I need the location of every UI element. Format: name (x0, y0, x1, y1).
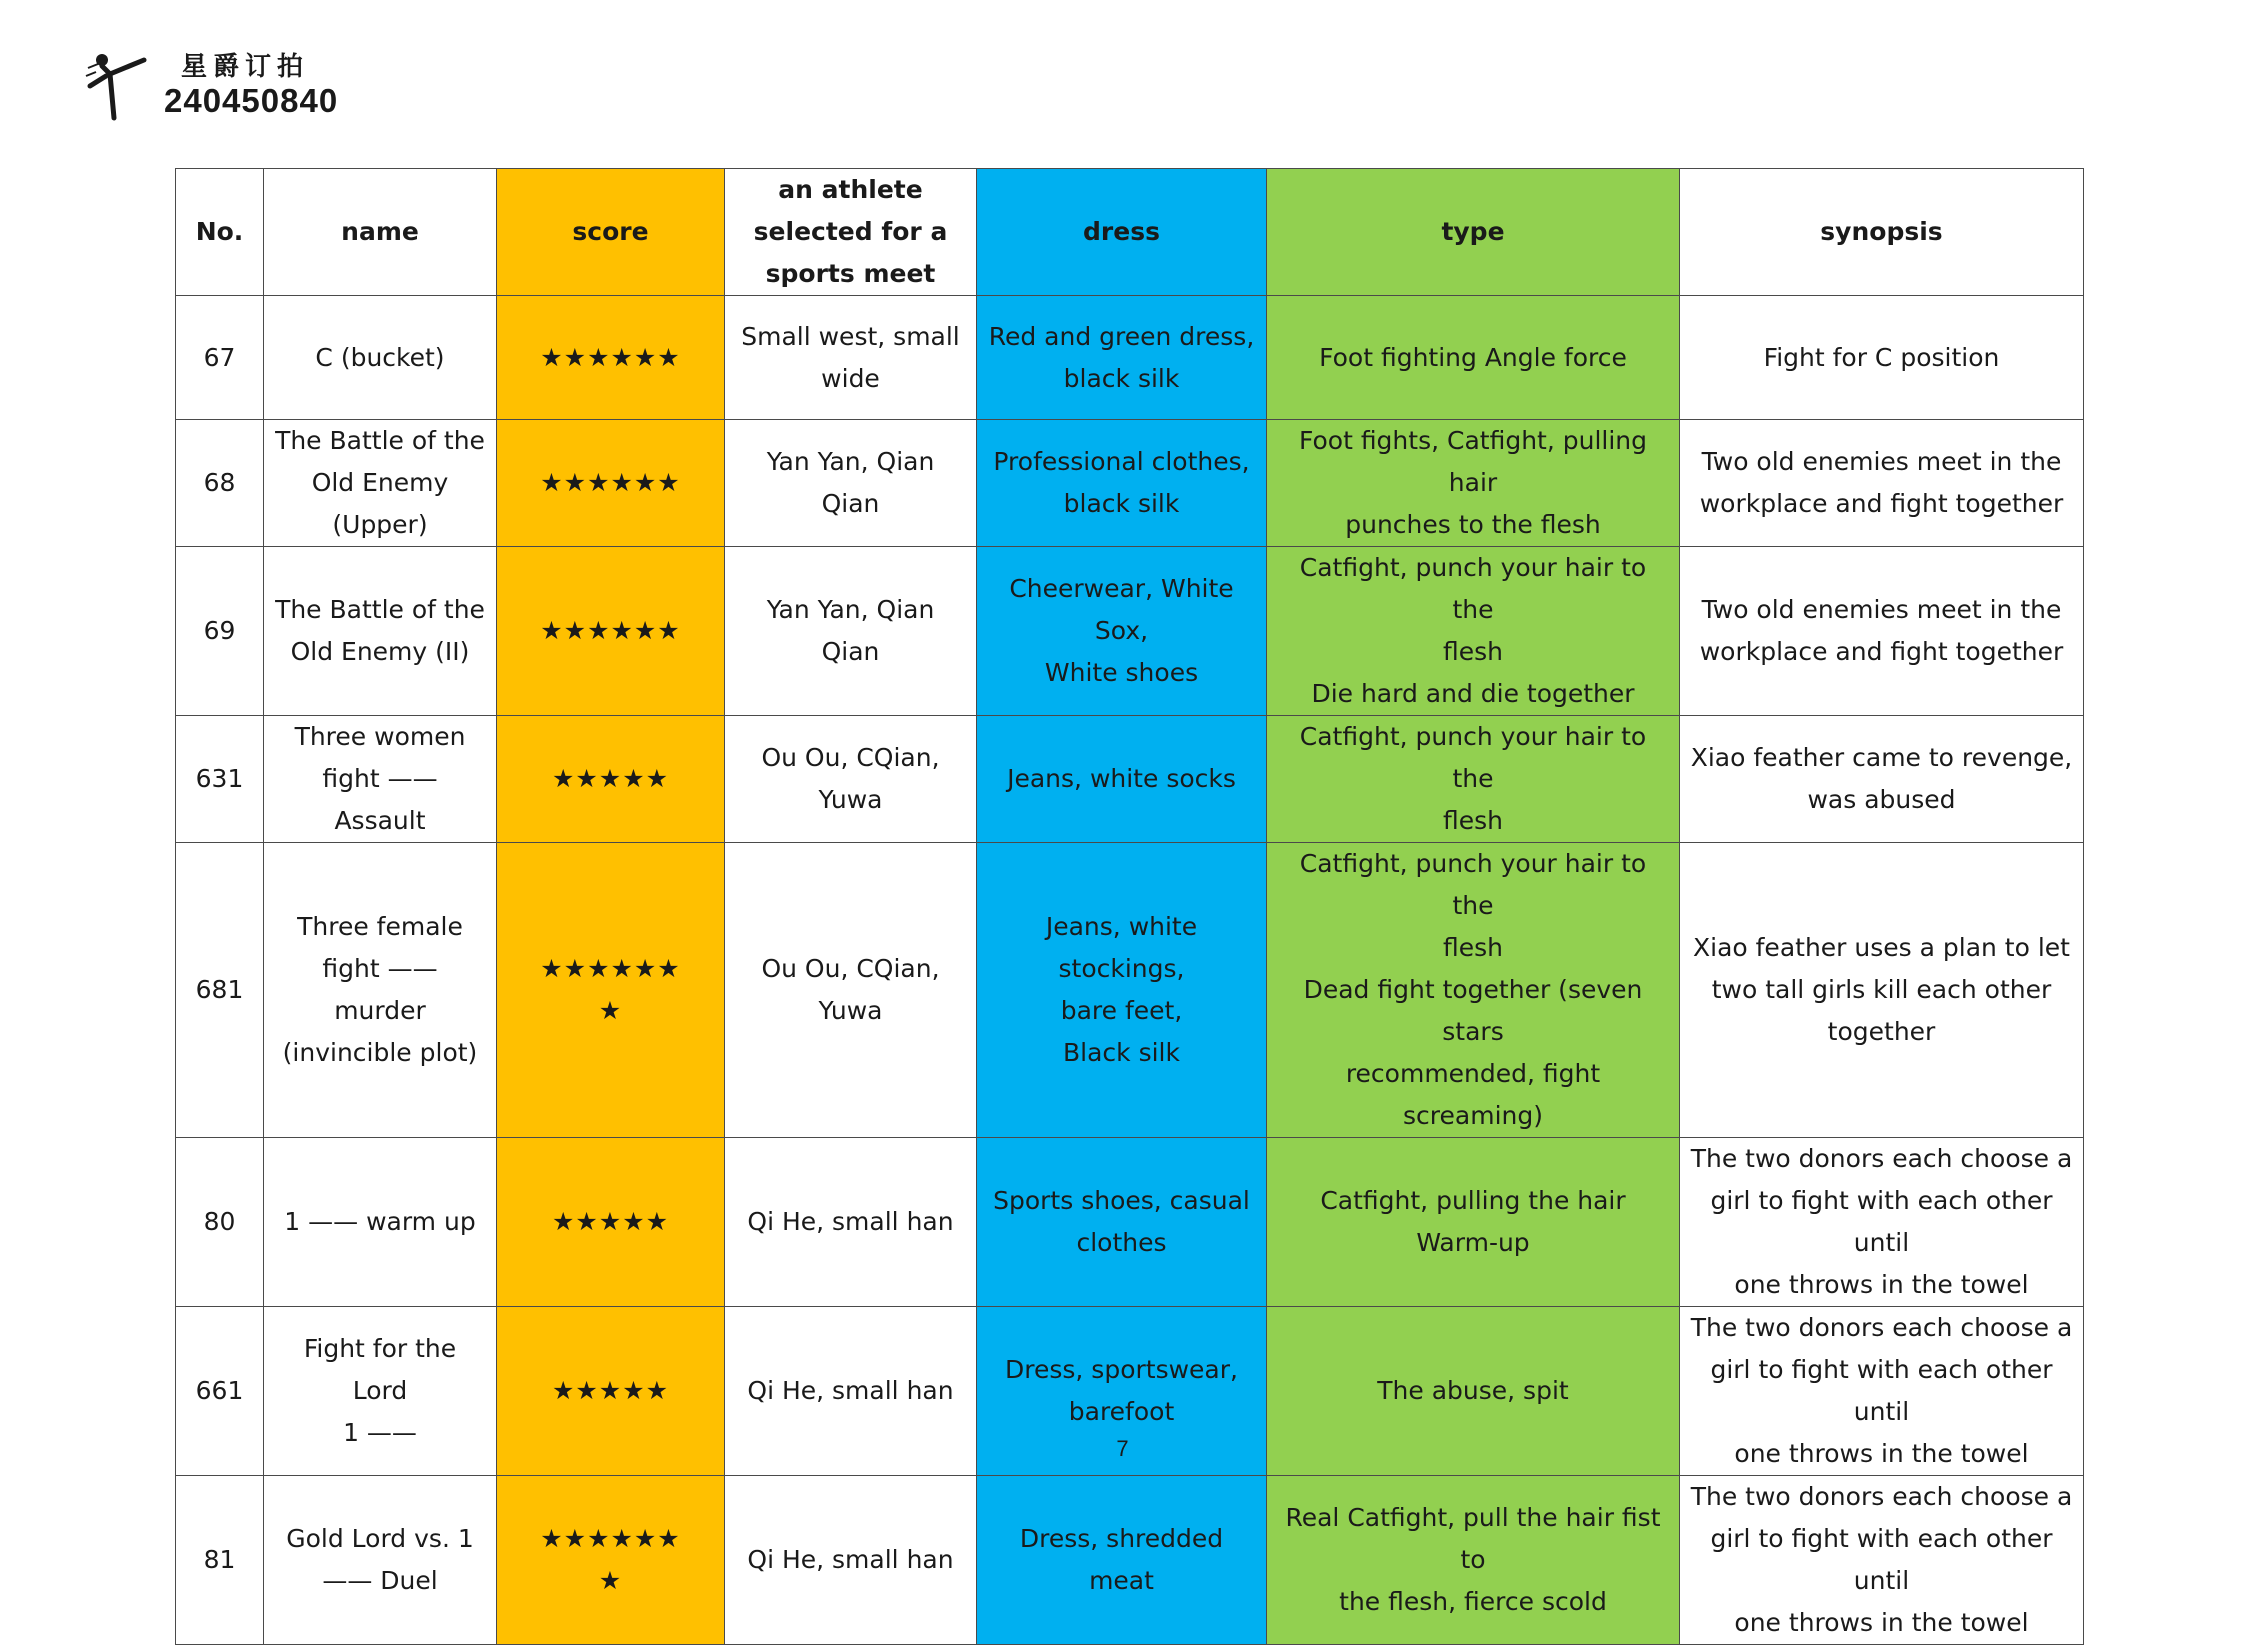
cell-synopsis-line: Two old enemies meet in the (1701, 447, 2062, 476)
cell-name (264, 716, 497, 843)
cell-dress-line: black silk (1063, 363, 1180, 393)
cell-dress-line: Jeans, white stockings, (1045, 912, 1198, 983)
cell-athletes-line: Yuwa (818, 785, 883, 814)
cell-synopsis-line: girl to fight with each other until (1710, 1186, 2053, 1257)
cell-score-line: ★★★★★★ (540, 342, 681, 372)
logo (84, 46, 344, 122)
cell-type-line: Foot fighting Angle force (1319, 342, 1627, 372)
cell-score (497, 296, 725, 420)
cell-athletes-line: Yan Yan, Qian Qian (766, 595, 935, 666)
table-row (176, 547, 2084, 716)
cell-athletes (725, 1138, 977, 1307)
cell-type (1267, 296, 1680, 420)
cell-score-line: ★ (598, 996, 623, 1025)
cell-synopsis-line: together (1827, 1017, 1936, 1046)
cell-name (264, 843, 497, 1138)
cell-score-line: ★★★★★ (551, 764, 670, 793)
cell-athletes-line: Qi He, small han (747, 1545, 954, 1574)
cell-synopsis-line: The two donors each choose a (1690, 1313, 2073, 1342)
cell-type-line: Catfight, punch your hair to the (1299, 722, 1647, 793)
table-row (176, 843, 2084, 1138)
cell-name-line: Assault (334, 806, 426, 835)
cell-type-line: Catfight, punch your hair to the (1299, 553, 1647, 624)
cell-type (1267, 547, 1680, 716)
cell-type-line: Catfight, pulling the hair (1320, 1186, 1626, 1215)
cell-score-line: ★★★★★ (551, 1376, 670, 1405)
cell-name-line: Three female (297, 912, 463, 941)
cell-name-line: (Upper) (332, 510, 428, 539)
cell-dress-line: Professional clothes, (993, 447, 1250, 476)
cell-synopsis-line: one throws in the towel (1734, 1439, 2029, 1468)
cell-name-line: C (bucket) (315, 342, 445, 372)
cell-dress-line: Dress, shredded meat (1019, 1524, 1224, 1595)
cell-athletes-line: Qi He, small han (747, 1207, 954, 1236)
cell-number: 681 (176, 843, 264, 1138)
cell-synopsis (1680, 843, 2084, 1138)
cell-athletes-line: Small west, small (741, 321, 960, 351)
column-header: No. (176, 169, 264, 296)
cell-name (264, 296, 497, 420)
cell-score (497, 1476, 725, 1645)
table-row (176, 716, 2084, 843)
cell-type-line: Warm-up (1416, 1228, 1530, 1257)
cell-athletes (725, 296, 977, 420)
cell-name-line: The Battle of the (275, 426, 485, 455)
cell-dress-line: White shoes (1044, 658, 1199, 687)
cell-score-line: ★ (598, 1566, 623, 1595)
cell-type-line: The abuse, spit (1377, 1376, 1569, 1405)
cell-number: 67 (176, 296, 264, 420)
cell-dress-line: Sports shoes, casual (993, 1186, 1250, 1215)
cell-synopsis-line: Xiao feather uses a plan to let (1693, 933, 2070, 962)
cell-synopsis-line: Xiao feather came to revenge, (1690, 743, 2073, 772)
cell-name (264, 1476, 497, 1645)
cell-synopsis (1680, 296, 2084, 420)
cell-synopsis-line: girl to fight with each other until (1710, 1524, 2053, 1595)
column-header: dress (977, 169, 1267, 296)
cell-type-line: Dead fight together (seven stars (1303, 975, 1643, 1046)
column-header: score (497, 169, 725, 296)
cell-athletes (725, 843, 977, 1138)
cell-athletes-line: Yuwa (818, 996, 883, 1025)
cell-synopsis (1680, 716, 2084, 843)
cell-score-line: ★★★★★ (551, 1207, 670, 1236)
cell-athletes (725, 547, 977, 716)
cell-name-line: Gold Lord vs. 1 (286, 1524, 474, 1553)
cell-type (1267, 1138, 1680, 1307)
table-row (176, 296, 2084, 420)
cell-name-line: Old Enemy (311, 468, 449, 497)
cell-type (1267, 420, 1680, 547)
cell-name-line: Fight for the Lord (303, 1334, 457, 1405)
cell-type-line: recommended, fight screaming) (1345, 1059, 1601, 1130)
cell-name-line: Old Enemy (II) (290, 637, 470, 666)
cell-athletes-line: Yan Yan, Qian Qian (766, 447, 935, 518)
cell-name-line: (invincible plot) (282, 1038, 478, 1067)
cell-number: 81 (176, 1476, 264, 1645)
cell-type (1267, 843, 1680, 1138)
column-header: type (1267, 169, 1680, 296)
cell-score (497, 1138, 725, 1307)
cell-synopsis (1680, 420, 2084, 547)
cell-type-line: Die hard and die together (1311, 679, 1635, 708)
cell-synopsis (1680, 547, 2084, 716)
cell-type-line: punches to the flesh (1345, 510, 1601, 539)
cell-type-line: Real Catfight, pull the hair fist to (1285, 1503, 1661, 1574)
cell-athletes-line: Ou Ou, CQian, (761, 954, 940, 983)
cell-athletes-line: Qi He, small han (747, 1376, 954, 1405)
cell-number: 661 (176, 1307, 264, 1476)
cell-name-line: The Battle of the (275, 595, 485, 624)
cell-synopsis-line: was abused (1807, 785, 1956, 814)
cell-dress-line: bare feet, (1060, 996, 1183, 1025)
cell-name-line: fight —— (322, 954, 438, 983)
cell-dress-line: barefoot (1068, 1397, 1175, 1426)
column-header: name (264, 169, 497, 296)
cell-dress (977, 1138, 1267, 1307)
page-number: 7 (1116, 1436, 1129, 1461)
cell-name-line: 1 —— (343, 1418, 417, 1447)
cell-name-line: murder (334, 996, 426, 1025)
cell-name-line: 1 —— warm up (284, 1207, 476, 1236)
cell-score-line: ★★★★★★ (540, 468, 681, 497)
cell-name-line: Three women (294, 722, 466, 751)
cell-synopsis-line: two tall girls kill each other (1711, 975, 2052, 1004)
cell-type-line: flesh (1443, 933, 1503, 962)
cell-synopsis-line: girl to fight with each other until (1710, 1355, 2053, 1426)
cell-synopsis-line: one throws in the towel (1734, 1270, 2029, 1299)
cell-number: 80 (176, 1138, 264, 1307)
cell-dress-line: Jeans, white socks (1007, 764, 1236, 793)
cell-synopsis (1680, 1476, 2084, 1645)
cell-dress (977, 716, 1267, 843)
cell-dress (977, 1476, 1267, 1645)
cell-name (264, 1138, 497, 1307)
martial-artist-logo-icon (84, 46, 162, 122)
cell-name (264, 547, 497, 716)
cell-name-line: fight —— (322, 764, 438, 793)
cell-type-line: flesh (1443, 637, 1503, 666)
cell-score (497, 843, 725, 1138)
cell-number: 631 (176, 716, 264, 843)
cell-synopsis-line: Two old enemies meet in the (1701, 595, 2062, 624)
table-row (176, 1476, 2084, 1645)
cell-dress (977, 296, 1267, 420)
cell-type-line: Foot fights, Catfight, pulling hair (1298, 426, 1647, 497)
table-row (176, 1138, 2084, 1307)
table-row (176, 420, 2084, 547)
cell-name-line: —— Duel (322, 1566, 438, 1595)
cell-score (497, 716, 725, 843)
cell-type-line: flesh (1443, 806, 1503, 835)
cell-score-line: ★★★★★★ (540, 954, 681, 983)
cell-score-line: ★★★★★★ (540, 616, 681, 645)
cell-synopsis (1680, 1138, 2084, 1307)
table-header-row (176, 169, 2084, 296)
cell-score-line: ★★★★★★ (540, 1524, 681, 1553)
fight-lineup-table (175, 168, 2084, 1645)
cell-athletes (725, 1476, 977, 1645)
cell-synopsis-line: one throws in the towel (1734, 1608, 2029, 1637)
cell-score (497, 420, 725, 547)
column-header: synopsis (1680, 169, 2084, 296)
cell-type-line: Catfight, punch your hair to the (1299, 849, 1647, 920)
cell-athletes-line: Ou Ou, CQian, (761, 743, 940, 772)
cell-type (1267, 1476, 1680, 1645)
cell-dress-line: Cheerwear, White Sox, (1009, 574, 1234, 645)
cell-dress (977, 547, 1267, 716)
cell-synopsis-line: The two donors each choose a (1690, 1482, 2073, 1511)
logo-number: 240450840 (164, 82, 339, 119)
cell-name (264, 420, 497, 547)
cell-dress (977, 420, 1267, 547)
cell-synopsis-line: The two donors each choose a (1690, 1144, 2073, 1173)
cell-athletes (725, 420, 977, 547)
cell-synopsis-line: Fight for C position (1763, 342, 2000, 372)
cell-dress-line: clothes (1076, 1228, 1167, 1257)
cell-number: 68 (176, 420, 264, 547)
cell-dress-line: Dress, sportswear, (1005, 1355, 1238, 1384)
cell-synopsis-line: workplace and fight together (1699, 637, 2064, 666)
logo-chinese-text: 星爵订拍 (181, 52, 310, 82)
cell-athletes-line: wide (821, 363, 880, 393)
cell-dress-line: Black silk (1063, 1038, 1180, 1067)
cell-dress-line: black silk (1063, 489, 1180, 518)
cell-score (497, 547, 725, 716)
cell-dress-line: Red and green dress, (988, 321, 1255, 351)
cell-synopsis-line: workplace and fight together (1699, 489, 2064, 518)
cell-dress (977, 843, 1267, 1138)
cell-type (1267, 716, 1680, 843)
cell-number: 69 (176, 547, 264, 716)
cell-type-line: the flesh, fierce scold (1339, 1587, 1607, 1616)
cell-athletes (725, 716, 977, 843)
column-header: an athlete selected for a sports meet (725, 169, 977, 296)
